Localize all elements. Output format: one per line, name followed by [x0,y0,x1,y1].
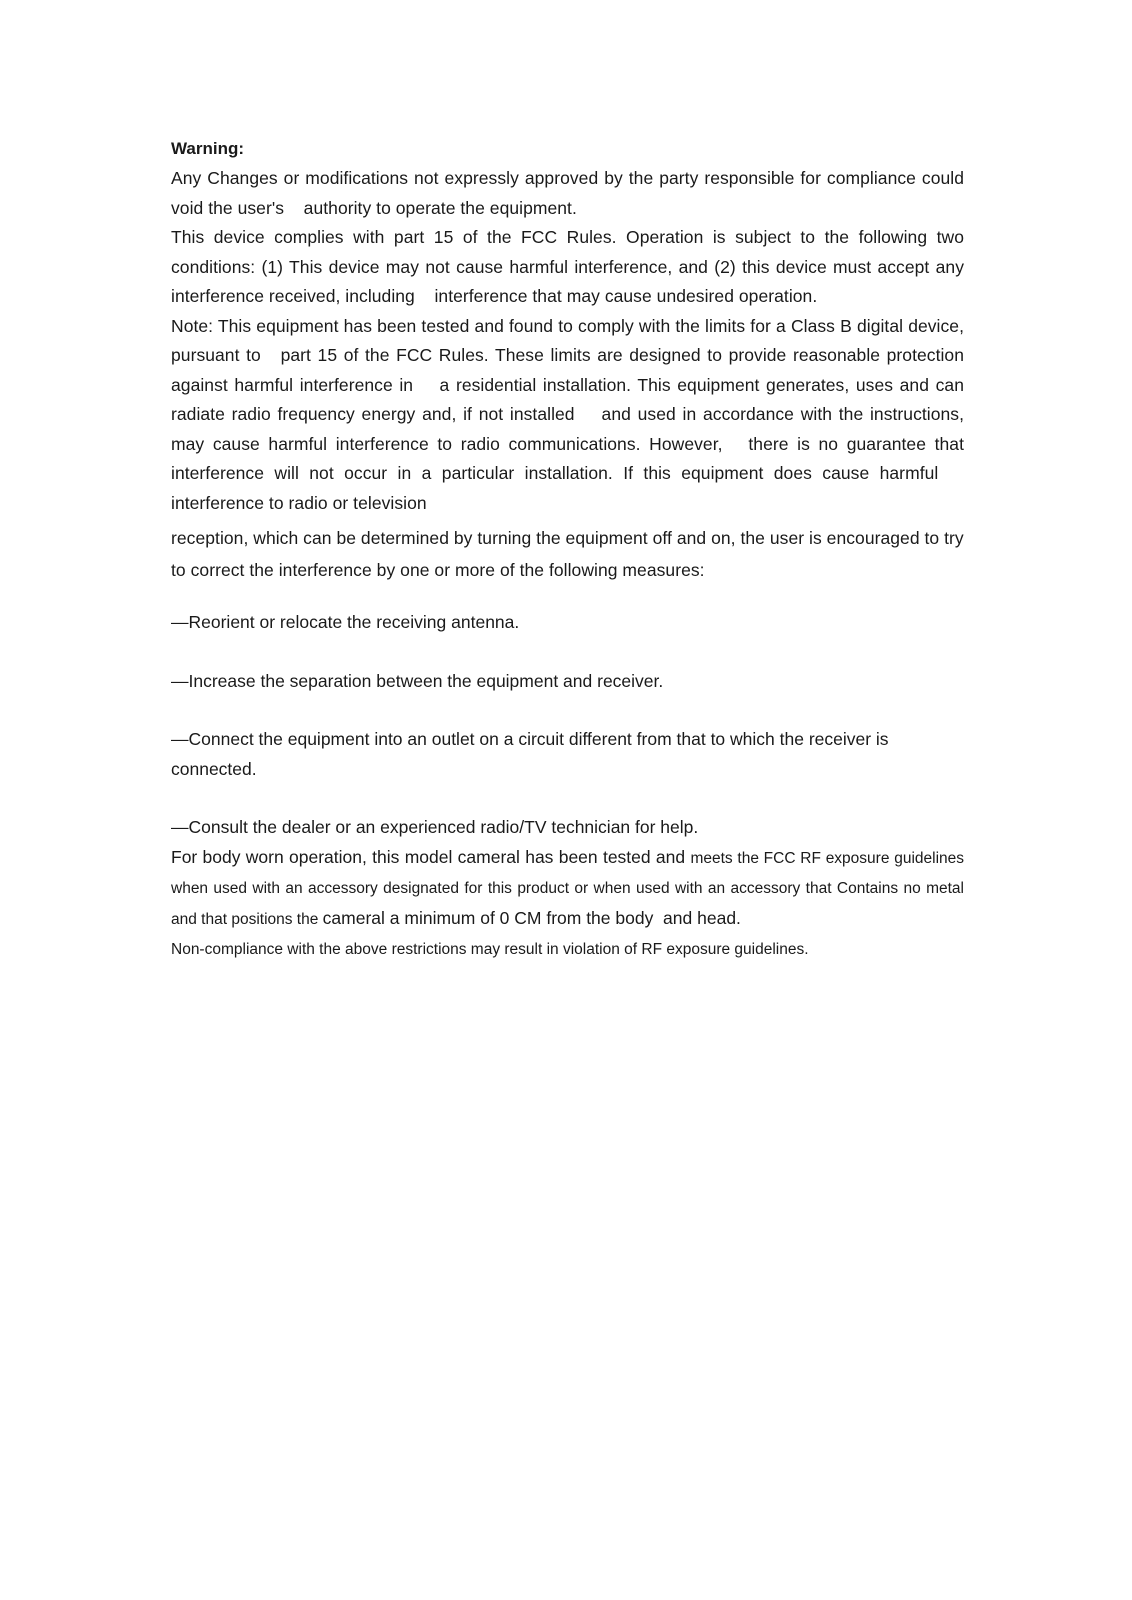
measure-item: —Consult the dealer or an experienced radio/TV technician for help. [171,817,699,837]
reception-paragraph: reception, which can be determined by turning the equipment off and on, the user is encouraged to try to correct the interference by one or more of the following measures: [171,528,964,580]
modifications-paragraph: Any Changes or modifications not expressly approved by the party responsible for compliance could void the user's authority to operate the equipment. [171,168,964,218]
measure-item: —Connect the equipment into an outlet on a circuit different from that to which the receiver is connected. [171,729,889,779]
body-worn-text-2: meets the FCC RF exposure guidelines when used with an accessory designated for this product or when used with an accessory that Contains no metal and that positions the [171,849,965,928]
measure-item: —Increase the separation between the equipment and receiver. [171,670,664,691]
body-worn-text-4: Non-compliance with the above restrictions may result in violation of RF exposure guidelines. [171,941,809,958]
document-page [171,136,964,965]
body-worn-text-3: cameral a minimum of 0 CM from the body and head. [322,907,741,928]
body-worn-text-1: For body worn operation, this model cameral has been tested and [171,846,691,867]
measure-item: —Reorient or relocate the receiving antenna. [171,612,520,632]
warning-heading: Warning: [171,139,245,158]
body-worn-paragraph [171,843,964,965]
part15-compliance-paragraph: This device complies with part 15 of the FCC Rules. Operation is subject to the following two conditions: (1) This device may not cause harmful interference, and (2) this device must accept any interference received, including interference that may cause undesired operation. [171,227,964,306]
class-b-note-paragraph: Note: This equipment has been tested and found to comply with the limits for a Class B digital device, pursuant to part 15 of the FCC Rules. These limits are designed to provide reasonable protection against harmful interference in a residential installation. This equipment generates, uses and can radiate radio frequency energy and, if not installed and used in accordance with the instructions, may cause harmful interference to radio communications. However, there is no guarantee that interference will not occur in a particular installation. If this equipment does cause harmful interference to radio or television [171,315,964,513]
